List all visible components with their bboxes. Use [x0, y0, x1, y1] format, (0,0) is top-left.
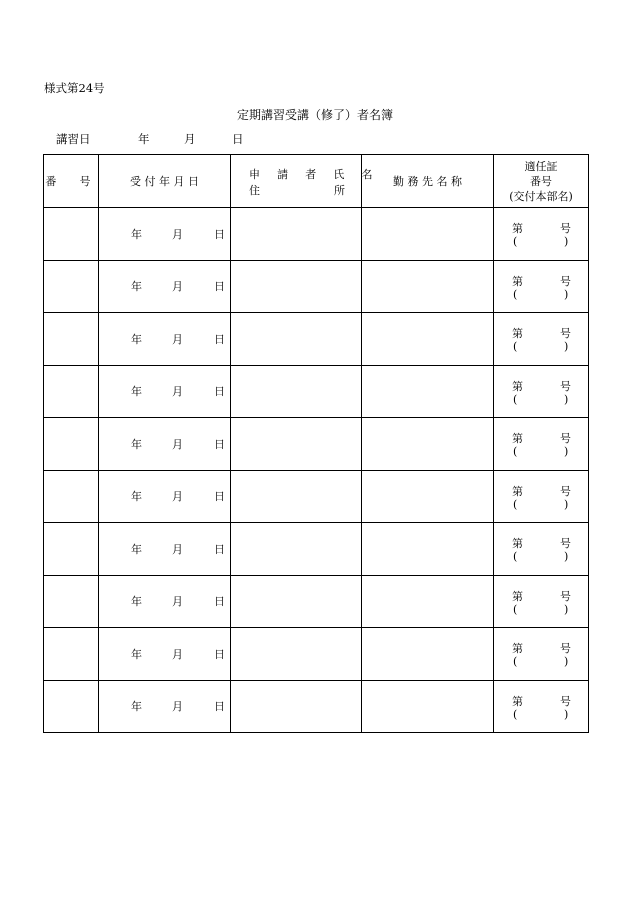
cell-cert-prefix: 第	[512, 379, 523, 393]
cell-day: 日	[214, 280, 225, 294]
cell-cert-prefix: 第	[512, 537, 523, 550]
cell-paren-open: (	[513, 550, 518, 563]
cell-certificate[interactable]	[494, 628, 589, 681]
roster-table	[43, 154, 589, 733]
cell-cert-prefix: 第	[512, 642, 523, 655]
cell-day: 日	[214, 332, 225, 346]
document-title: 定期講習受講（修了）者名簿	[236, 108, 393, 122]
table-row	[44, 470, 589, 523]
cell-year: 年	[131, 385, 142, 399]
cell-day: 日	[214, 227, 225, 241]
column-header-applicant-name: 申 請 者 氏 名	[249, 168, 380, 181]
cell-number[interactable]	[44, 680, 99, 733]
table-row	[44, 208, 589, 261]
cell-number[interactable]	[44, 208, 99, 261]
cell-number[interactable]	[44, 575, 99, 628]
cell-year: 年	[131, 542, 142, 556]
cell-workplace[interactable]	[362, 208, 494, 261]
column-header-received-date-label: 受 付 年 月 日	[130, 175, 199, 188]
cell-year: 年	[131, 437, 142, 451]
cell-number[interactable]	[44, 260, 99, 313]
cell-workplace[interactable]	[362, 523, 494, 576]
cell-year: 年	[131, 227, 142, 241]
cell-received-date[interactable]	[99, 418, 231, 471]
column-header-address-right: 所	[334, 184, 345, 197]
cell-received-date[interactable]	[99, 523, 231, 576]
cell-day: 日	[214, 700, 225, 714]
course-date-label: 講習日	[56, 132, 91, 146]
column-header-cert-line3: (交付本部名)	[509, 189, 573, 203]
column-header-workplace	[362, 155, 494, 208]
cell-cert-suffix: 号	[560, 484, 571, 498]
cell-received-date[interactable]	[99, 313, 231, 366]
column-header-received-date	[99, 155, 231, 208]
cell-applicant[interactable]	[231, 575, 362, 628]
cell-day: 日	[214, 490, 225, 504]
cell-paren-close: )	[564, 707, 569, 721]
cell-workplace[interactable]	[362, 418, 494, 471]
cell-day: 日	[214, 437, 225, 451]
cell-cert-suffix: 号	[560, 432, 571, 445]
cell-number[interactable]	[44, 365, 99, 418]
cell-cert-suffix: 号	[560, 537, 571, 550]
cell-cert-suffix: 号	[560, 589, 571, 603]
cell-paren-open: (	[513, 287, 518, 301]
cell-month: 月	[172, 332, 183, 346]
cell-day: 日	[214, 647, 225, 661]
cell-paren-open: (	[513, 340, 518, 353]
cell-applicant[interactable]	[231, 418, 362, 471]
cell-paren-close: )	[564, 445, 569, 458]
cell-month: 月	[172, 490, 183, 504]
cell-certificate[interactable]	[494, 680, 589, 733]
cell-paren-close: )	[564, 550, 569, 563]
table-row	[44, 628, 589, 681]
cell-received-date[interactable]	[99, 365, 231, 418]
cell-certificate[interactable]	[494, 260, 589, 313]
table-row	[44, 523, 589, 576]
cell-certificate[interactable]	[494, 365, 589, 418]
cell-day: 日	[214, 385, 225, 399]
cell-applicant[interactable]	[231, 260, 362, 313]
cell-year: 年	[131, 700, 142, 714]
cell-paren-close: )	[564, 340, 569, 353]
cell-month: 月	[172, 700, 183, 714]
cell-received-date[interactable]	[99, 628, 231, 681]
cell-workplace[interactable]	[362, 365, 494, 418]
cell-paren-close: )	[564, 235, 569, 248]
cell-applicant[interactable]	[231, 313, 362, 366]
cell-applicant[interactable]	[231, 523, 362, 576]
course-date-day: 日	[232, 132, 244, 146]
cell-cert-suffix: 号	[560, 642, 571, 655]
cell-year: 年	[131, 647, 142, 661]
cell-certificate[interactable]	[494, 523, 589, 576]
column-header-applicant	[231, 155, 380, 208]
cell-year: 年	[131, 595, 142, 609]
cell-day: 日	[214, 542, 225, 556]
course-date-month: 月	[184, 132, 196, 146]
cell-cert-suffix: 号	[560, 274, 571, 288]
cell-number[interactable]	[44, 470, 99, 523]
table-header-row	[44, 155, 589, 208]
cell-cert-suffix: 号	[560, 379, 571, 393]
cell-month: 月	[172, 385, 183, 399]
cell-received-date[interactable]	[99, 470, 231, 523]
cell-paren-open: (	[513, 707, 518, 721]
roster-body	[44, 208, 589, 733]
form-number: 様式第24号	[44, 81, 105, 95]
cell-cert-prefix: 第	[512, 484, 523, 498]
cell-cert-prefix: 第	[512, 589, 523, 603]
table-row	[44, 418, 589, 471]
column-header-address-left: 住	[249, 184, 260, 197]
table-row	[44, 680, 589, 733]
cell-month: 月	[172, 437, 183, 451]
cell-applicant[interactable]	[231, 365, 362, 418]
cell-cert-prefix: 第	[512, 327, 523, 340]
cell-paren-open: (	[513, 392, 518, 406]
cell-cert-prefix: 第	[512, 694, 523, 708]
cell-workplace[interactable]	[362, 260, 494, 313]
cell-number[interactable]	[44, 523, 99, 576]
table-row	[44, 365, 589, 418]
column-header-cert-line1: 適任証	[524, 159, 558, 173]
cell-paren-close: )	[564, 602, 569, 616]
cell-applicant[interactable]	[231, 208, 362, 261]
cell-applicant[interactable]	[231, 470, 362, 523]
cell-paren-close: )	[564, 497, 569, 511]
course-date-year: 年	[138, 132, 150, 146]
cell-paren-open: (	[513, 602, 518, 616]
cell-cert-prefix: 第	[512, 432, 523, 445]
cell-number[interactable]	[44, 313, 99, 366]
cell-paren-open: (	[513, 655, 518, 668]
cell-cert-prefix: 第	[512, 222, 523, 235]
cell-certificate[interactable]	[494, 575, 589, 628]
cell-applicant[interactable]	[231, 680, 362, 733]
cell-number[interactable]	[44, 418, 99, 471]
cell-month: 月	[172, 227, 183, 241]
cell-paren-close: )	[564, 655, 569, 668]
cell-year: 年	[131, 280, 142, 294]
cell-workplace[interactable]	[362, 470, 494, 523]
cell-paren-open: (	[513, 235, 518, 248]
cell-applicant[interactable]	[231, 628, 362, 681]
cell-month: 月	[172, 280, 183, 294]
cell-paren-close: )	[564, 392, 569, 406]
column-header-cert-line2: 番号	[530, 174, 552, 188]
cell-month: 月	[172, 647, 183, 661]
table-row	[44, 313, 589, 366]
table-row	[44, 575, 589, 628]
cell-cert-suffix: 号	[560, 222, 571, 235]
cell-workplace[interactable]	[362, 313, 494, 366]
cell-paren-open: (	[513, 445, 518, 458]
cell-year: 年	[131, 490, 142, 504]
cell-paren-open: (	[513, 497, 518, 511]
cell-cert-prefix: 第	[512, 274, 523, 288]
cell-received-date[interactable]	[99, 680, 231, 733]
cell-month: 月	[172, 595, 183, 609]
cell-certificate[interactable]	[494, 313, 589, 366]
column-header-certificate	[494, 155, 589, 208]
cell-received-date[interactable]	[99, 208, 231, 261]
column-header-number: 番 号	[44, 155, 99, 208]
cell-cert-suffix: 号	[560, 327, 571, 340]
cell-day: 日	[214, 595, 225, 609]
cell-received-date[interactable]	[99, 575, 231, 628]
column-header-workplace-label: 勤 務 先 名 称	[393, 175, 462, 188]
cell-month: 月	[172, 542, 183, 556]
cell-cert-suffix: 号	[560, 694, 571, 708]
cell-workplace[interactable]	[362, 575, 494, 628]
cell-number[interactable]	[44, 628, 99, 681]
cell-year: 年	[131, 332, 142, 346]
cell-certificate[interactable]	[494, 208, 589, 261]
cell-certificate[interactable]	[494, 470, 589, 523]
cell-paren-close: )	[564, 287, 569, 301]
cell-workplace[interactable]	[362, 680, 494, 733]
cell-received-date[interactable]	[99, 260, 231, 313]
table-row	[44, 260, 589, 313]
cell-certificate[interactable]	[494, 418, 589, 471]
cell-workplace[interactable]	[362, 628, 494, 681]
